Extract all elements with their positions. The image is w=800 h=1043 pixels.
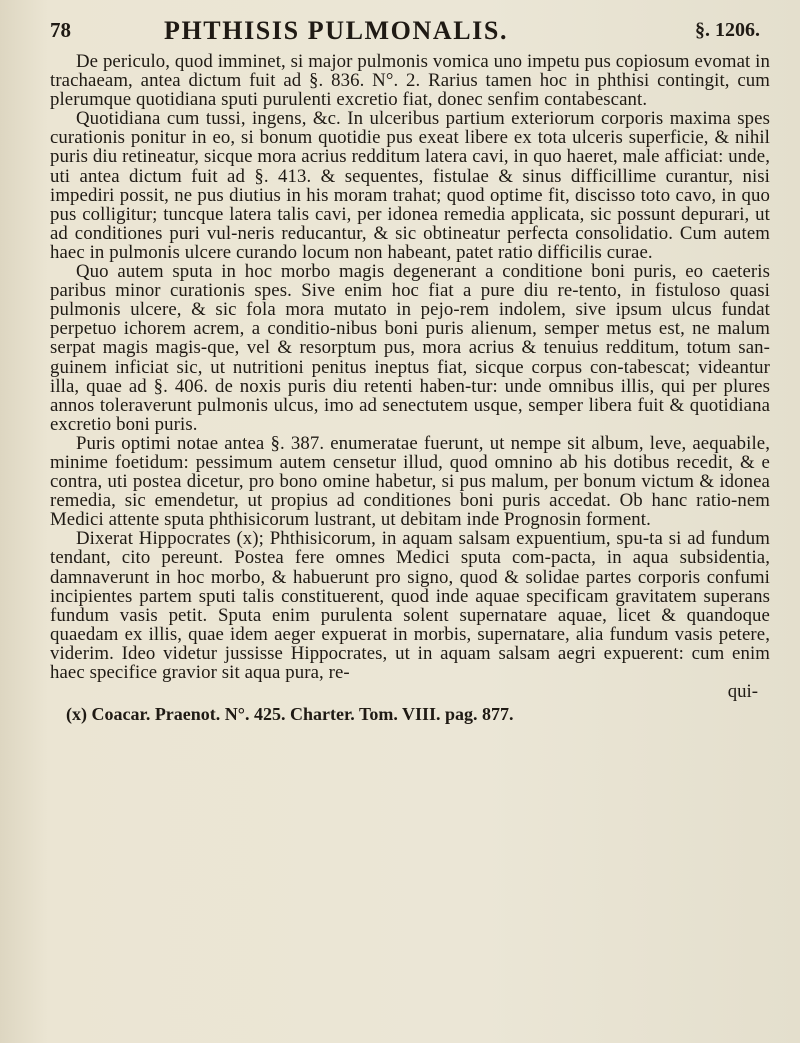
catchword: qui- [727, 681, 758, 703]
footnote: (x) Coacar. Praenot. N°. 425. Charter. Tom. VIII. pag. 877. [66, 704, 514, 725]
paragraph: De periculo, quod imminet, si major pulmonis vomica uno impetu pus copiosum evomat in trachaeam, antea dictum fuit ad §. 836. N°. 2. Rarius tamen hoc in phthisi contingit, cum plerumque quotidiana sputi purulenti excretio fiat, donec senfim contabescant. [50, 51, 770, 111]
paragraph: Quo autem sputa in hoc morbo magis degenerant a conditione boni puris, eo caeteris paribus minor curationis spes. Sive enim hoc fiat a pure diu re-tento, in fistuloso quasi pulmonis ulcere, & sic fola mora mutato in pejo-rem indolem, sive ipsum ulcus fundat perpetuo ichorem acrem, a conditio-nibus boni puris alienum, semper metus est, ne malum serpat magis magis-que, vel & resorptum pus, mora acrius & tenuius redditum, totum san-guinem inficiat sic, ut nutritioni penitus ineptus fiat, sicque corpus con-tabescat; videantur illa, quae ad §. 406. de noxis puris diu retenti haben-tur: unde omnibus illis, qui per plures annos toleraverunt pulmonis ulcus, imo ad senectutem usque, semper libera fuit & quotidiana excretio boni puris. [50, 261, 770, 435]
page-header [50, 14, 770, 52]
page-number: 78 [50, 18, 71, 42]
running-title: PHTHISIS PULMONALIS. [164, 16, 509, 45]
paragraph: Quotidiana cum tussi, ingens, &c. In ulceribus partium exteriorum corporis maxima spes curationis ponitur in eo, si bonum quotidie pus exeat libere ex tota ulceris superficie, & nihil puris diu retineatur, sicque mora acrius redditum latera cavi, in quo haeret, male afficiat: unde, uti antea dictum fuit ad §. 413. & sequentes, fistulae & sinus difficillime curantur, nisi impediri possit, ne pus diutius in his moram trahat; quod optime fit, discisso toto cavo, in quo pus colligitur; tuncque latera talis cavi, per idonea remedia applicata, sic possunt depurari, ut ad conditiones puri vul-neris reducantur, & sic obtineatur perfecta consolidatio. Cum autem haec in pulmonis ulcere curando locum non habeant, patet ratio difficilis curae. [50, 108, 770, 263]
paragraph: Puris optimi notae antea §. 387. enumeratae fuerunt, ut nempe sit album, leve, aequabile, minime foetidum: pessimum autem censetur illud, quod omnino ab his dotibus recedit, & e contra, uti postea dicetur, pro bono omine habetur, si pus malum, per bonum victum & idonea remedia, sic emendetur, ut propius ad conditiones boni puris accedat. Ob hanc ratio-nem Medici attente sputa phthisicorum lustrant, ut debitam inde Prognosin forment. [50, 432, 770, 531]
body-text [50, 52, 770, 682]
section-reference: §. 1206. [695, 19, 760, 41]
paragraph: Dixerat Hippocrates (x); Phthisicorum, in aquam salsam expuentium, spu-ta si ad fundum tendant, cito pereunt. Postea fere omnes Medici sputa com-pacta, in aqua subsidentia, damnaverunt in hoc morbo, & habuerunt pro signo, quod & solidae partes corporis confumi incipientes partem sputi talis constituerent, quod inde aquae specificam gravitatem superans fundum vasis petit. Sputa enim purulenta solent supernatare aquae, licet & quandoque quaedam ex illis, quae idem aeger expuerat in morbis, supernatare, alia fundum vasis petere, viderim. Ideo videtur jussisse Hippocrates, ut in aquam salsam aegri expuerent: cum enim haec specifice gravior sit aqua pura, re- [50, 528, 770, 683]
